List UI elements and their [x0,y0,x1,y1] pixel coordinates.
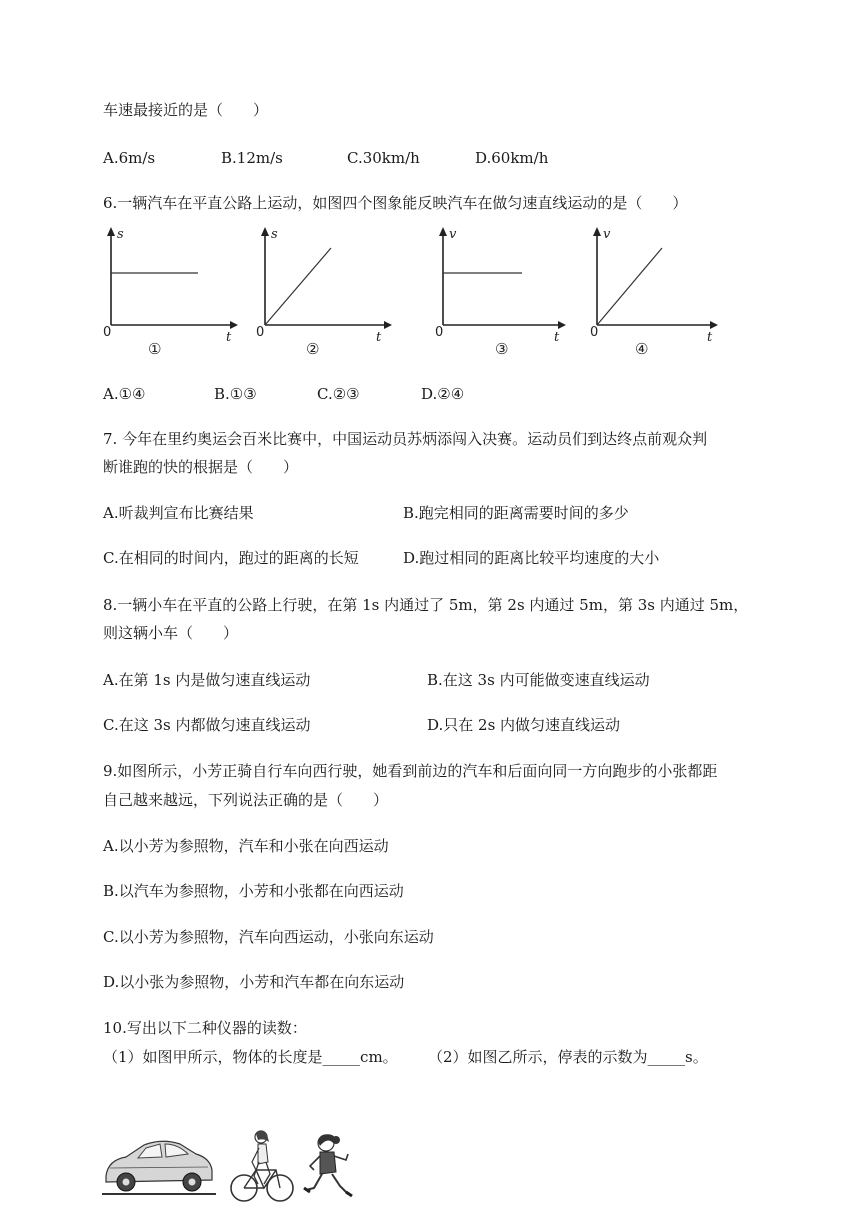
question-9-stem-line2: 自己越来越远，下列说法正确的是（ ） [103,791,389,809]
x-axis-label: t [376,330,382,345]
question-9-option-b: B.以汽车为参照物，小芳和小张都在向西运动 [103,882,404,900]
question-6-stem: 6.一辆汽车在平直公路上运动，如图四个图象能反映汽车在做匀速直线运动的是（ ） [103,194,688,212]
path [254,1162,270,1184]
origin-label: 0 [103,325,112,340]
question-6-option-d: D.②④ [421,385,465,403]
x-axis-arrow [384,321,392,329]
path [244,1170,280,1188]
question-6-option-b: B.①③ [214,385,257,403]
question-5-option-b: B.12m/s [221,149,283,167]
y-axis-label: v [603,227,611,242]
question-6-option-c: C.②③ [317,385,360,403]
origin-label: 0 [590,325,599,340]
y-axis-arrow [439,227,447,236]
question-9-stem-line1: 9.如图所示，小芳正骑自行车向西行驶，她看到前边的汽车和后面向同一方向跑步的小张都距 [103,762,718,780]
origin-label: 0 [435,325,444,340]
y-axis-label: s [271,227,278,242]
circle [123,1179,130,1186]
x-axis-arrow [558,321,566,329]
runner-illustration [302,1130,356,1204]
question-9-option-d: D.以小张为参照物，小芳和汽车都在向东运动 [103,973,405,991]
y-axis-label: v [449,227,457,242]
y-axis-arrow [107,227,115,236]
question-8-option-d: D.只在 2s 内做匀速直线运动 [427,716,621,734]
graph-3-v-t-horizontal [432,222,572,362]
question-7-option-a: A.听裁判宣布比赛结果 [103,504,254,522]
question-8-option-a: A.在第 1s 内是做匀速直线运动 [103,671,311,689]
car-illustration [100,1126,220,1202]
circle [189,1179,196,1186]
graph-line [597,248,662,325]
question-5-stem-tail: 车速最接近的是（ ） [103,101,269,119]
question-5-option-d: D.60km/h [475,149,549,167]
graph-1-s-t-horizontal [100,222,240,362]
question-8-stem-line2: 则这辆小车（ ） [103,624,239,642]
question-10-part-2: （2）如图乙所示，停表的示数为_____s。 [428,1048,708,1066]
graph-4-v-t-sloped [586,222,726,362]
question-7-option-d: D.跑过相同的距离比较平均速度的大小 [403,549,660,567]
question-7-stem-line2: 断谁跑的快的根据是（ ） [103,458,299,476]
graph-line [265,248,331,325]
question-9-option-c: C.以小芳为参照物，汽车向西运动，小张向东运动 [103,928,434,946]
question-8-option-b: B.在这 3s 内可能做变速直线运动 [427,671,650,689]
question-8-option-c: C.在这 3s 内都做匀速直线运动 [103,716,311,734]
question-8-stem-line1: 8.一辆小车在平直的公路上行驶，在第 1s 内通过了 5m，第 2s 内通过 5m，第 3s 内通过 5m， [103,596,749,614]
graph-number: ③ [495,340,509,358]
graph-2-s-t-sloped [254,222,394,362]
origin-label: 0 [256,325,265,340]
x-axis-arrow [710,321,718,329]
cyclist-illustration [228,1128,298,1208]
y-axis-arrow [593,227,601,236]
question-10-part-1: （1）如图甲所示，物体的长度是_____cm。 [103,1048,398,1066]
question-7-stem-line1: 7. 今年在里约奥运会百米比赛中，中国运动员苏炳添闯入决赛。运动员们到达终点前观众判 [103,430,708,448]
path [306,1174,348,1194]
x-axis-label: t [226,330,232,345]
circle [332,1136,340,1144]
question-7-option-b: B.跑完相同的距离需要时间的多少 [403,504,629,522]
runner-body [320,1152,336,1174]
question-10-stem: 10.写出以下二种仪器的读数： [103,1019,307,1037]
question-5-option-c: C.30km/h [347,149,420,167]
graph-number: ② [306,340,320,358]
question-7-option-c: C.在相同的时间内，跑过的距离的长短 [103,549,359,567]
graph-number: ④ [635,340,649,358]
graph-number: ① [148,340,162,358]
y-axis-label: s [117,227,124,242]
question-6-option-a: A.①④ [103,385,146,403]
x-axis-label: t [707,330,713,345]
question-5-option-a: A.6m/s [103,149,156,167]
x-axis-arrow [230,321,238,329]
question-9-option-a: A.以小芳为参照物，汽车和小张在向西运动 [103,837,389,855]
y-axis-arrow [261,227,269,236]
x-axis-label: t [554,330,560,345]
cyclist-body [258,1144,268,1164]
